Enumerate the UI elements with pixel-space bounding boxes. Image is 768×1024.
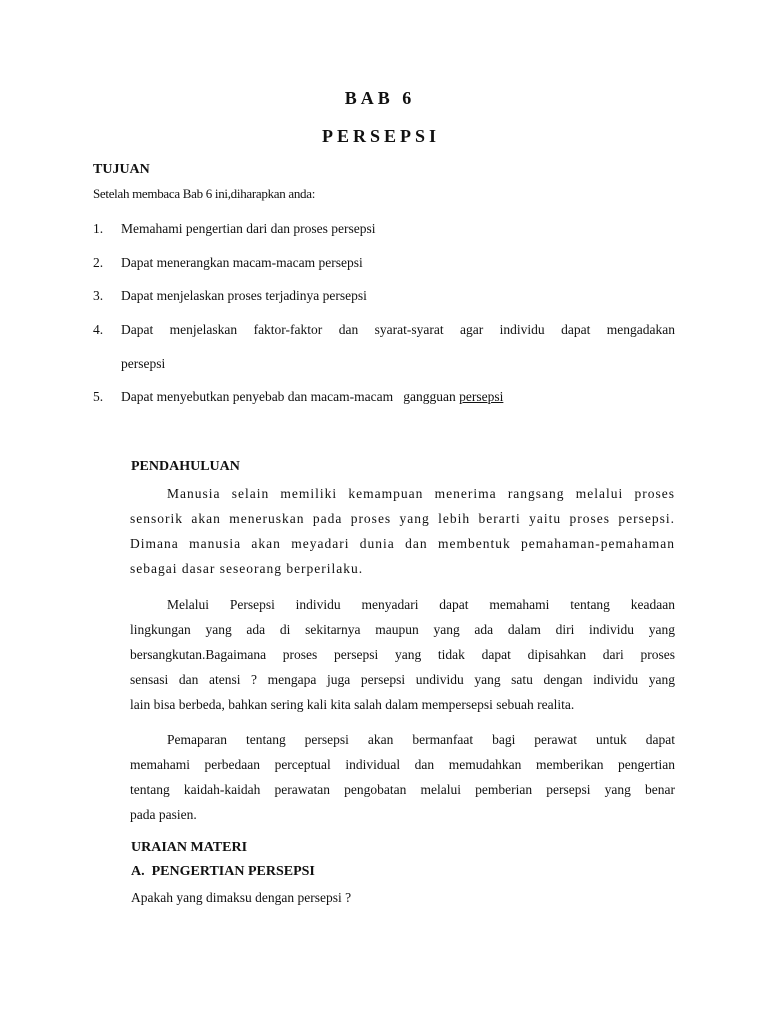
question-text: Apakah yang dimaksu dengan persepsi ? [131, 890, 352, 905]
objective-number: 3. [93, 288, 104, 303]
objective-number: 2. [93, 255, 104, 270]
objective-text: Dapat menerangkan macam-macam persepsi [121, 255, 363, 270]
objective-text [121, 389, 675, 405]
paragraph-line: Pemaparan tentang persepsi akan bermanfaat bagi perawat untuk dapat [167, 732, 675, 747]
tujuan-intro: Setelah membaca Bab 6 ini,diharapkan anda: [93, 186, 316, 201]
objective-text: Memahami pengertian dari dan proses persepsi [121, 221, 376, 236]
objective-text-main: Dapat menyebutkan penyebab dan macam-macam gangguan [121, 389, 460, 404]
objective-number: 4. [93, 322, 104, 337]
underlined-word: persepsi [459, 389, 504, 404]
paragraph-line: sebagai dasar seseorang berperilaku. [130, 561, 364, 576]
paragraph-line: sensorik akan meneruskan pada proses yang lebih berarti yaitu proses persepsi. [130, 511, 675, 526]
paragraph [130, 727, 675, 827]
section-a-heading: A. PENGERTIAN PERSEPSI [131, 864, 315, 879]
uraian-materi-heading: URAIAN MATERI [131, 840, 248, 855]
chapter-heading: BAB 6 [344, 88, 416, 108]
paragraph [130, 481, 675, 581]
paragraph-line: lingkungan yang ada di sekitarnya maupun yang ada dalam diri individu yang [130, 622, 675, 637]
objective-text: Dapat menjelaskan proses terjadinya persepsi [121, 288, 367, 303]
objective-number: 1. [93, 221, 104, 236]
objective-text-continuation: persepsi [121, 356, 166, 371]
paragraph-line: bersangkutan.Bagaimana proses persepsi yang tidak dapat dipisahkan dari proses [130, 647, 675, 662]
paragraph-line: Dimana manusia akan meyadari dunia dan membentuk pemahaman-pemahaman [130, 536, 675, 551]
paragraph-line: Melalui Persepsi individu menyadari dapat memahami tentang keadaan [167, 597, 675, 612]
tujuan-heading: TUJUAN [93, 162, 150, 177]
paragraph-line: lain bisa berbeda, bahkan sering kali kita salah dalam mempersepsi sebuah realita. [130, 697, 575, 712]
paragraph-line: Manusia selain memiliki kemampuan menerima rangsang melalui proses [167, 486, 675, 501]
objective-text: Dapat menjelaskan faktor-faktor dan syarat-syarat agar individu dapat mengadakan [121, 322, 675, 337]
objective-number: 5. [93, 389, 104, 404]
paragraph-line: sensasi dan atensi ? mengapa juga persepsi undividu yang satu dengan individu yang [130, 672, 675, 687]
pendahuluan-heading: PENDAHULUAN [131, 459, 240, 474]
paragraph-line: pada pasien. [130, 807, 197, 822]
paragraph-line: tentang kaidah-kaidah perawatan pengobatan melalui pemberian persepsi yang benar [130, 782, 675, 797]
chapter-title: PERSEPSI [321, 126, 441, 146]
paragraph [130, 592, 675, 717]
paragraph-line: memahami perbedaan perceptual individual dan memudahkan memberikan pengertian [130, 757, 675, 772]
